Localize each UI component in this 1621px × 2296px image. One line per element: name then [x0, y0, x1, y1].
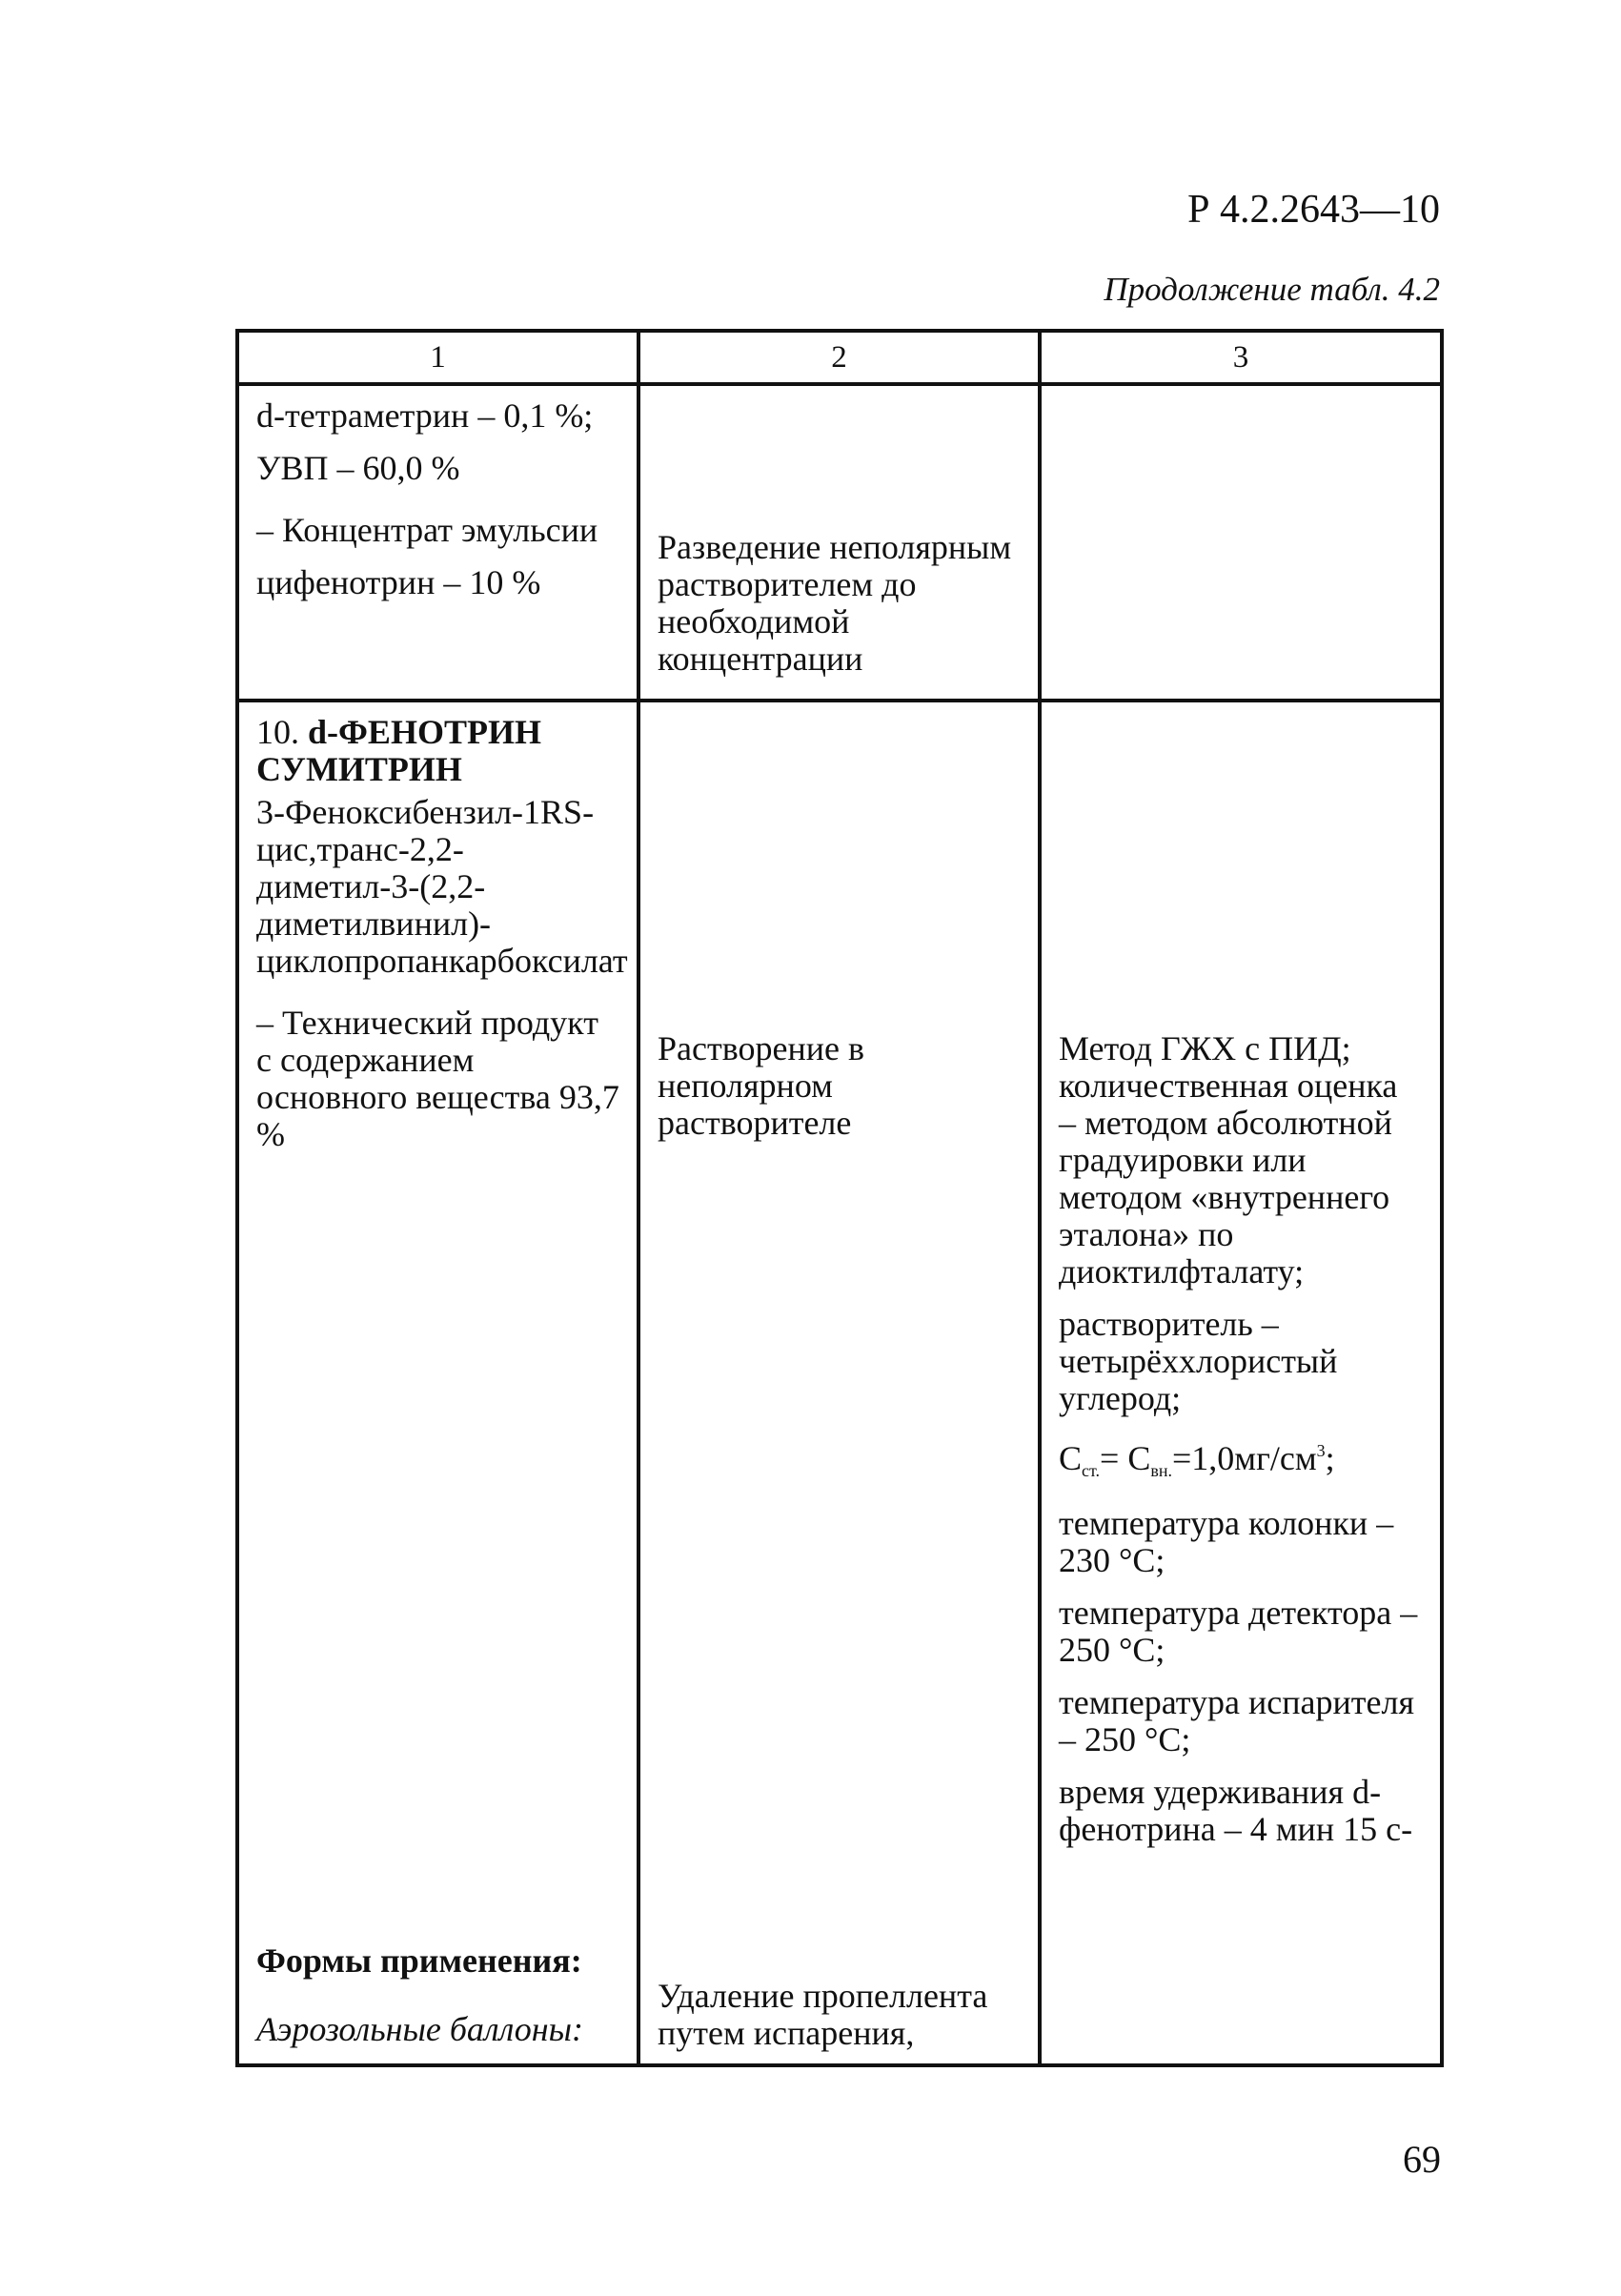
formula-tail: ;: [1325, 1439, 1335, 1477]
concentration-formula: [1059, 1432, 1423, 1490]
col-header-3: 3: [1040, 331, 1442, 384]
detector-temperature: температура детектора – 250 °С;: [1059, 1594, 1418, 1669]
formula-value: =1,0мг/см: [1172, 1439, 1317, 1477]
row2-col3: [1040, 701, 1442, 2065]
gc-method-description: Метод ГЖХ с ПИД; количественная оценка – методом абсолютной градуировки или методом «внутреннего эталона» по диоктилфталату;: [1059, 1029, 1398, 1290]
table-header-row: [237, 331, 1442, 384]
formula-sub1: ст.: [1082, 1461, 1101, 1480]
table-continuation-caption: Продолжение табл. 4.2: [1104, 271, 1440, 308]
evaporator-temperature: температура испарителя – 250 °С;: [1059, 1683, 1415, 1758]
chemical-name: 3-Феноксибензил-1RS-цис,транс-2,2-диметил-3-(2,2-диметилвинил)-циклопропанкарбоксилат: [256, 793, 628, 980]
table-row-d-phenothrin: [237, 701, 1442, 2065]
formula-c2: С: [1127, 1439, 1151, 1477]
row2-col1: [237, 701, 638, 2065]
row1-col2: [638, 384, 1040, 701]
row1-col3: [1040, 384, 1442, 701]
formula-sup: 3: [1316, 1441, 1326, 1460]
substance-title: [256, 714, 619, 788]
dilution-method: Разведение неполярным растворителем до необходимой концентрации: [658, 528, 1012, 678]
formula-c1: С: [1059, 1439, 1083, 1477]
substance-name: d-ФЕНОТРИН СУМИТРИН: [256, 713, 541, 788]
formula-eq1: =: [1100, 1439, 1128, 1477]
col-header-2: 2: [638, 331, 1040, 384]
aerosol-cans-label: Аэрозольные баллоны:: [256, 2010, 583, 2048]
col-header-1: 1: [237, 331, 638, 384]
dissolution-method: Растворение в неполярном растворителе: [658, 1029, 864, 1142]
tetramethrin-content: d-тетраметрин – 0,1 %;: [256, 396, 594, 435]
page-number: 69: [1403, 2138, 1441, 2181]
uvp-content: УВП – 60,0 %: [256, 449, 460, 487]
propellant-removal: Удаление пропеллента путем испарения,: [658, 1977, 988, 2052]
solvent-description: растворитель – четырёххлористый углерод;: [1059, 1305, 1338, 1417]
technical-product: – Технический продукт с содержанием основного вещества 93,7 %: [256, 1004, 619, 1153]
cyphenothrin-content: цифенотрин – 10 %: [256, 563, 541, 601]
table-row-tetramethrin: [237, 384, 1442, 701]
substance-number: 10.: [256, 713, 299, 751]
row2-col2: [638, 701, 1040, 2065]
emulsion-concentrate: – Концентрат эмульсии: [256, 511, 598, 549]
row1-col1: [237, 384, 638, 701]
retention-time: время удерживания d-фенотрина – 4 мин 15 с-: [1059, 1773, 1413, 1848]
forms-of-application-label: Формы применения:: [256, 1941, 582, 1980]
column-temperature: температура колонки – 230 °С;: [1059, 1504, 1394, 1579]
methods-table: [235, 329, 1444, 2067]
formula-sub2: вн.: [1150, 1461, 1172, 1480]
document-code: Р 4.2.2643—10: [1187, 188, 1440, 232]
